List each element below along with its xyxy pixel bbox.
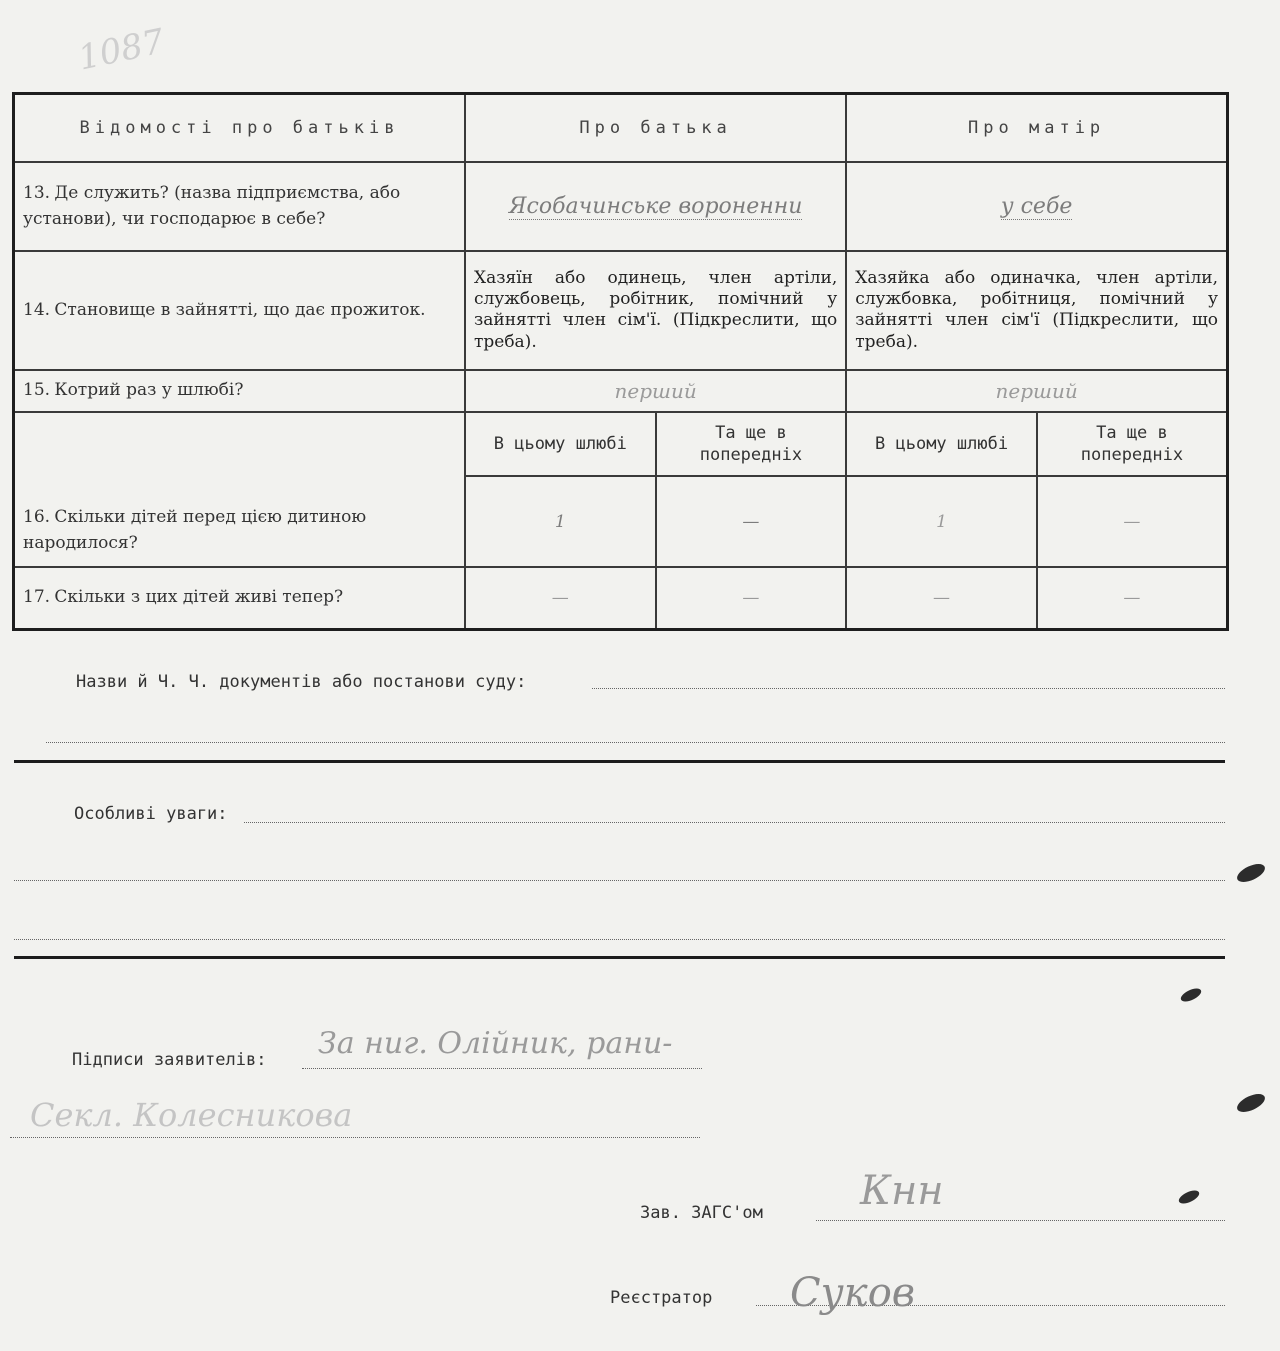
applicants-label: Підписи заявителів:	[72, 1050, 267, 1070]
remarks-line-3	[14, 939, 1225, 940]
table-header-row	[14, 94, 1228, 163]
pencil-corner-note: 1087	[74, 21, 168, 79]
subheader-father-this-marriage: В цьому шлюбі	[465, 412, 656, 476]
head-signature-line	[816, 1220, 1225, 1221]
question-15	[14, 370, 465, 412]
question-16	[14, 412, 465, 567]
header-father: Про батька	[465, 94, 846, 163]
head-label: Зав. ЗАГС'ом	[640, 1203, 763, 1223]
table-row-q15	[14, 370, 1228, 412]
parents-info-table	[12, 92, 1229, 631]
binding-mark	[1234, 860, 1267, 885]
documents-line-1	[592, 688, 1225, 689]
table-row-q17	[14, 567, 1228, 629]
handwritten-value: у себе	[1000, 193, 1073, 219]
answer-17-mother-previous: —	[1037, 567, 1228, 629]
answer-14-father-options: Хазяїн або одинець, член артіли, службовець, робітник, помічний у зайнятті член сім'ї. (Підкреслити, що треба).	[465, 251, 846, 370]
binding-mark	[1177, 1188, 1201, 1206]
applicants-line-2	[10, 1137, 700, 1138]
question-text: Котрий раз у шлюбі?	[54, 380, 244, 401]
subheader-mother-previous: Та ще в попередніх	[1037, 412, 1228, 476]
documents-label: Назви й Ч. Ч. документів або постанови суду:	[76, 672, 527, 692]
header-parents-info: Відомості про батьків	[14, 94, 465, 163]
table-row-q13	[14, 162, 1228, 251]
answer-15-mother: перший	[846, 370, 1227, 412]
question-number: 15.	[23, 380, 51, 401]
answer-13-father	[465, 162, 846, 251]
remarks-line-2	[14, 880, 1225, 881]
question-text: Де служить? (назва підприємства, або установи), чи господарює в себе?	[23, 183, 401, 229]
table-row-q14	[14, 251, 1228, 370]
question-text: Скільки з цих дітей живі тепер?	[54, 587, 344, 608]
applicants-signature-2: Секл. Колесникова	[30, 1096, 353, 1134]
answer-17-father-this: —	[465, 567, 656, 629]
question-13	[14, 162, 465, 251]
answer-13-mother	[846, 162, 1227, 251]
documents-line-2	[46, 742, 1225, 743]
question-14	[14, 251, 465, 370]
question-number: 16.	[23, 507, 51, 528]
applicants-signature-1: За ниг. Олійник, рани-	[318, 1026, 673, 1061]
answer-14-mother-options: Хазяйка або одиначка, член артіли, службовка, робітниця, помічний у зайнятті член сім'ї (Підкреслити, що треба).	[846, 251, 1227, 370]
answer-17-mother-this: —	[846, 567, 1037, 629]
binding-mark	[1234, 1090, 1267, 1115]
remarks-label: Особливі уваги:	[74, 804, 228, 824]
handwritten-value: Ясобачинське вороненни	[508, 193, 803, 219]
answer-16-father-this: 1	[465, 476, 656, 567]
answer-16-mother-this: 1	[846, 476, 1037, 567]
registrar-label: Реєстратор	[610, 1288, 713, 1308]
question-number: 17.	[23, 587, 51, 608]
question-text: Становище в зайнятті, що дає прожиток.	[54, 299, 426, 320]
remarks-line-1	[244, 822, 1225, 823]
answer-16-father-previous: —	[656, 476, 847, 567]
head-signature: Кнн	[860, 1168, 944, 1214]
header-mother: Про матір	[846, 94, 1227, 163]
subheader-father-previous: Та ще в попередніх	[656, 412, 847, 476]
applicants-line-1	[302, 1068, 702, 1069]
question-17	[14, 567, 465, 629]
table-subheader-row	[14, 412, 1228, 476]
section-divider-2	[14, 956, 1225, 959]
answer-15-father: перший	[465, 370, 846, 412]
question-number: 13.	[23, 183, 51, 204]
registrar-signature: Суков	[790, 1270, 916, 1316]
subheader-mother-this-marriage: В цьому шлюбі	[846, 412, 1037, 476]
answer-16-mother-previous: —	[1037, 476, 1228, 567]
section-divider-1	[14, 760, 1225, 763]
question-text: Скільки дітей перед цією дитиною народилося?	[23, 507, 367, 553]
binding-mark	[1179, 986, 1203, 1004]
answer-17-father-previous: —	[656, 567, 847, 629]
question-number: 14.	[23, 299, 51, 320]
